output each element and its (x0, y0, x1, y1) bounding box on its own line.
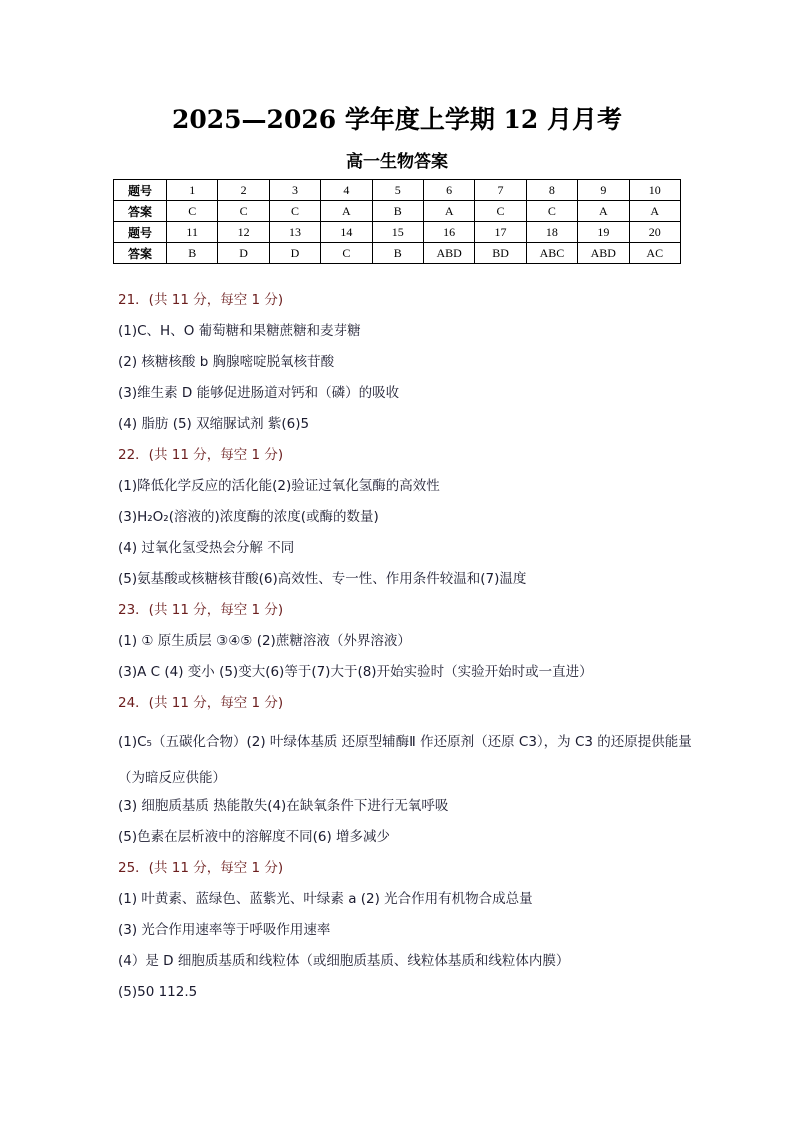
table-cell: B (167, 243, 218, 264)
table-cell: 12 (218, 222, 269, 243)
section-heading-22: 22．(共 11 分，每空 1 分) (118, 447, 284, 463)
row-label: 题号 (114, 222, 167, 243)
answer-line: (3)A C (4) 变小 (5)变大(6)等于(7)大于(8)开始实验时（实验开始时或一直进） (118, 664, 593, 680)
table-cell: 17 (475, 222, 526, 243)
table-cell: 18 (526, 222, 577, 243)
table-row (114, 243, 681, 264)
table-cell: 14 (321, 222, 372, 243)
table-cell: 8 (526, 180, 577, 201)
table-cell: A (321, 201, 372, 222)
table-cell: A (629, 201, 680, 222)
row-label: 答案 (114, 243, 167, 264)
table-cell: 11 (167, 222, 218, 243)
table-cell: 16 (423, 222, 474, 243)
table-row (114, 222, 681, 243)
table-cell: C (167, 201, 218, 222)
table-cell: 13 (269, 222, 320, 243)
table-cell: 20 (629, 222, 680, 243)
answer-line: (3)H₂O₂(溶液的)浓度酶的浓度(或酶的数量) (118, 509, 379, 525)
page-title: 2025—2026 学年度上学期 12 月月考 (171, 105, 623, 134)
answer-line: (5)50 112.5 (118, 984, 198, 1000)
page-subtitle: 高一生物答案 (346, 152, 448, 172)
table-row (114, 180, 681, 201)
table-cell: C (321, 243, 372, 264)
table-cell: ABD (578, 243, 629, 264)
answer-table (113, 179, 681, 264)
table-cell: ABD (423, 243, 474, 264)
answer-line: (5)氨基酸或核糖核苷酸(6)高效性、专一性、作用条件较温和(7)温度 (118, 571, 527, 587)
table-cell: 5 (372, 180, 423, 201)
table-cell: A (423, 201, 474, 222)
table-cell: ABC (526, 243, 577, 264)
answer-line: (1)降低化学反应的活化能(2)验证过氧化氢酶的高效性 (118, 478, 440, 494)
table-cell: C (526, 201, 577, 222)
answer-line: (1)C₅（五碳化合物）(2) 叶绿体基质 还原型辅酶Ⅱ 作还原剂（还原 C3），为 C3 的还原提供能量（为暗反应供能） (118, 734, 692, 786)
table-cell: 15 (372, 222, 423, 243)
table-cell: C (475, 201, 526, 222)
table-cell: B (372, 201, 423, 222)
table-cell: 10 (629, 180, 680, 201)
section-heading-25: 25．(共 11 分，每空 1 分) (118, 860, 284, 876)
table-row (114, 201, 681, 222)
answer-line: (1) ① 原生质层 ③④⑤ (2)蔗糖溶液（外界溶液） (118, 633, 411, 649)
answer-line: (4）是 D 细胞质基质和线粒体（或细胞质基质、线粒体基质和线粒体内膜） (118, 953, 570, 969)
answer-line: (1) 叶黄素、蓝绿色、蓝紫光、叶绿素 a (2) 光合作用有机物合成总量 (118, 891, 533, 907)
table-cell: 4 (321, 180, 372, 201)
table-cell: B (372, 243, 423, 264)
answer-line: (3) 细胞质基质 热能散失(4)在缺氧条件下进行无氧呼吸 (118, 798, 449, 814)
answer-line: (3) 光合作用速率等于呼吸作用速率 (118, 922, 331, 938)
answer-line: (4) 脂肪 (5) 双缩脲试剂 紫(6)5 (118, 416, 310, 432)
row-label: 题号 (114, 180, 167, 201)
section-heading-23: 23．(共 11 分，每空 1 分) (118, 602, 284, 618)
answer-content (118, 290, 698, 1013)
answer-line: (5)色素在层析液中的溶解度不同(6) 增多减少 (118, 829, 391, 845)
table-cell: 2 (218, 180, 269, 201)
row-label: 答案 (114, 201, 167, 222)
table-cell: C (218, 201, 269, 222)
section-heading-21: 21．(共 11 分，每空 1 分) (118, 292, 284, 308)
table-cell: D (218, 243, 269, 264)
table-cell: AC (629, 243, 680, 264)
answer-line: (4) 过氧化氢受热会分解 不同 (118, 540, 295, 556)
table-cell: 19 (578, 222, 629, 243)
table-cell: 9 (578, 180, 629, 201)
table-cell: BD (475, 243, 526, 264)
answer-line: (1)C、H、O 葡萄糖和果糖蔗糖和麦芽糖 (118, 323, 361, 339)
table-cell: 6 (423, 180, 474, 201)
table-cell: 3 (269, 180, 320, 201)
table-cell: 1 (167, 180, 218, 201)
answer-line: (2) 核糖核酸 b 胸腺嘧啶脱氧核苷酸 (118, 354, 335, 370)
answer-line: (3)维生素 D 能够促进肠道对钙和（磷）的吸收 (118, 385, 400, 401)
table-cell: C (269, 201, 320, 222)
table-cell: A (578, 201, 629, 222)
table-cell: 7 (475, 180, 526, 201)
table-cell: D (269, 243, 320, 264)
section-heading-24: 24．(共 11 分，每空 1 分) (118, 695, 284, 711)
